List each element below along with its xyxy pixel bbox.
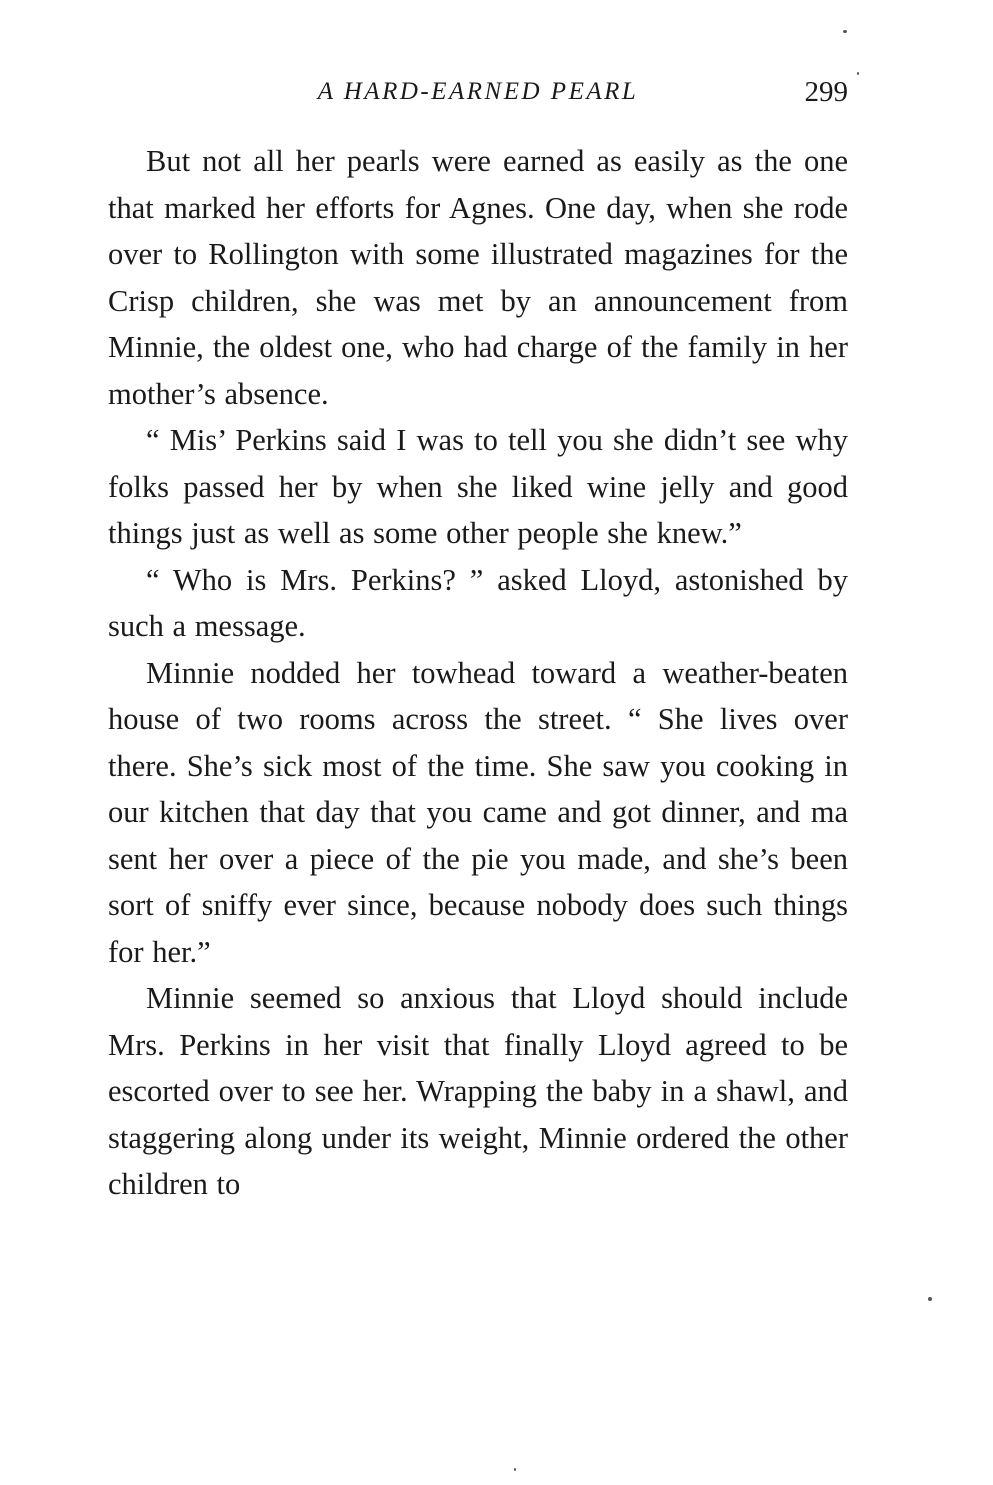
body-text [108, 138, 848, 1208]
scan-speck [843, 30, 847, 33]
running-title: A HARD-EARNED PEARL [317, 78, 639, 105]
running-head [108, 70, 848, 114]
paragraph: Minnie nodded her towhead toward a weather-beaten house of two rooms across the street. “ She lives over there. She’s sick most of the time. She saw you cooking in our kitchen that day that you came and got dinner, and ma sent her over a piece of the pie you made, and she’s been sort of sniffy ever since, because nobody does such things for her.” [108, 655, 848, 969]
scan-speck [857, 72, 859, 75]
scan-speck [928, 1297, 932, 1301]
page-number: 299 [804, 76, 848, 108]
paragraph: But not all her pearls were earned as easily as the one that marked her efforts for Agnes. One day, when she rode over to Rollington with some illustrated magazines for the Crisp children, she was met by an announcement from Minnie, the oldest one, who had charge of the family in her mother’s absence. [108, 144, 848, 411]
paragraph: “ Who is Mrs. Perkins? ” asked Lloyd, astonished by such a message. [108, 562, 848, 643]
paragraph: “ Mis’ Perkins said I was to tell you she didn’t see why folks passed her by when she liked wine jelly and good things just as well as some other people she knew.” [108, 423, 848, 550]
scan-speck [514, 1468, 516, 1471]
paragraph: Minnie seemed so anxious that Lloyd should include Mrs. Perkins in her visit that finally Lloyd agreed to be escorted over to see her. Wrapping the baby in a shawl, and staggering along under its weight, Minnie ordered the other children to [108, 981, 848, 1201]
